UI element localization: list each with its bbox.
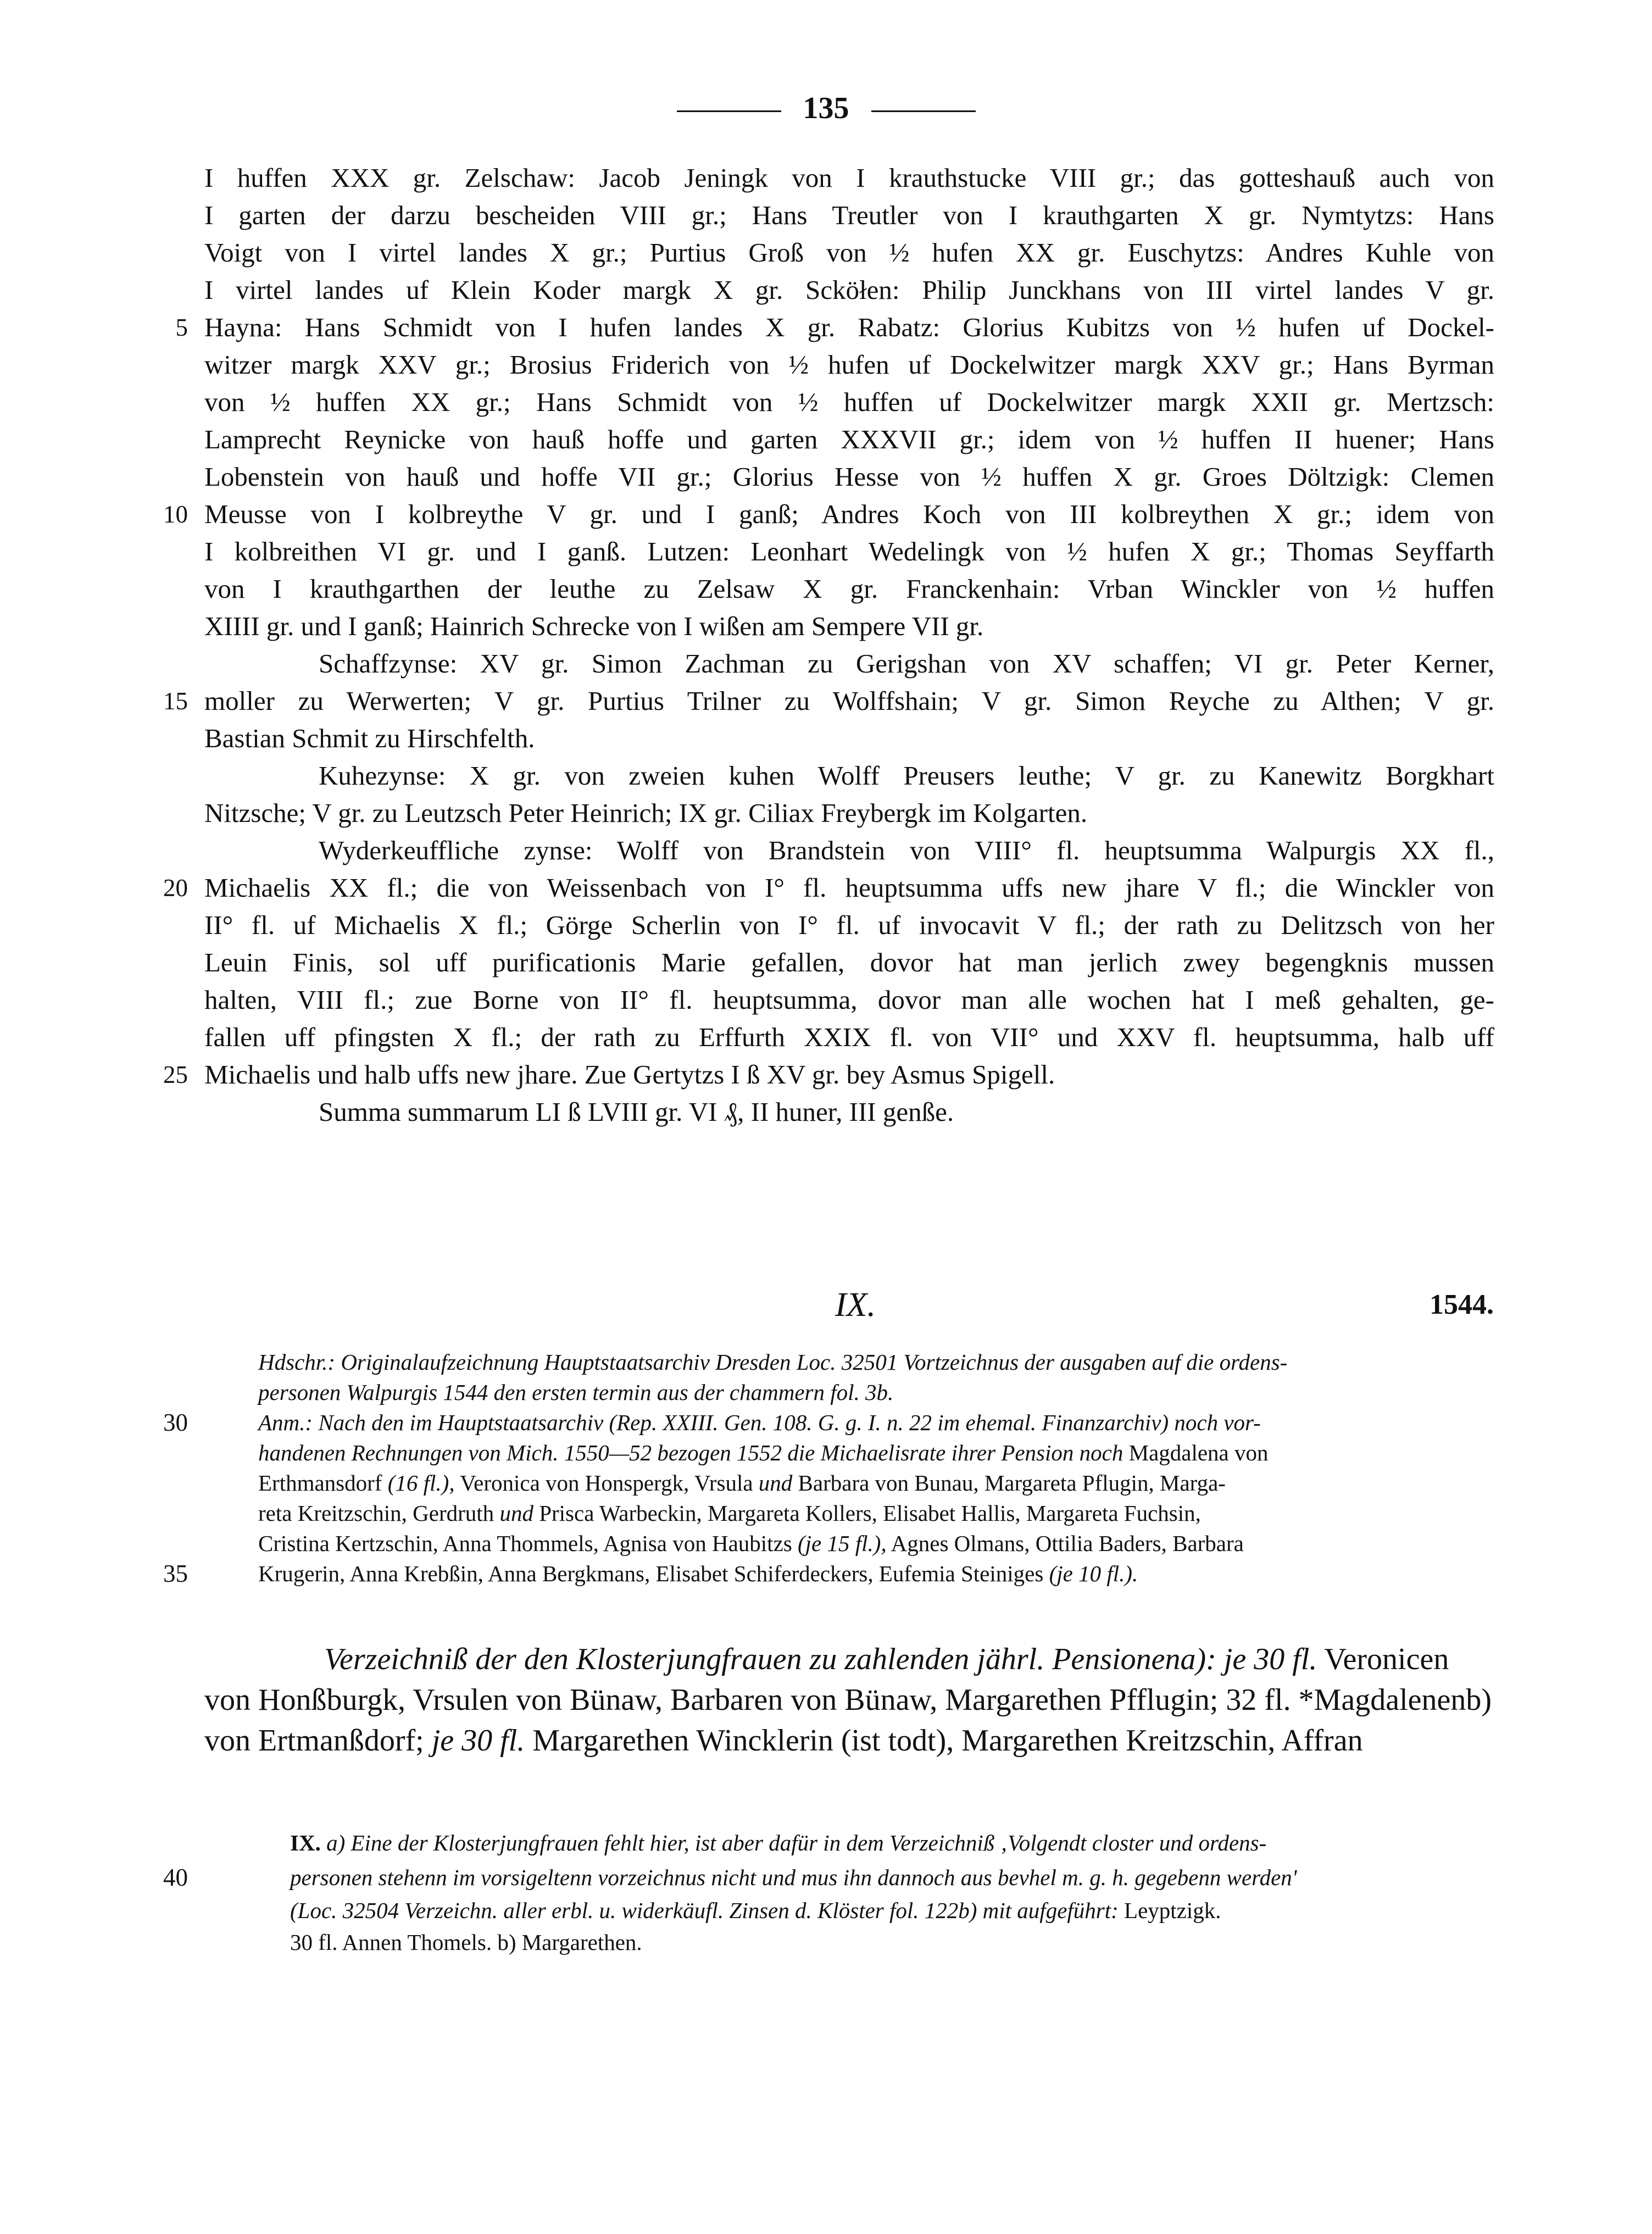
body-line: Lobenstein von hauß und hoffe VII gr.; Glorius Hesse von ½ huffen X gr. Groes Döltzigk: Clemen <box>204 462 1494 492</box>
annotation-line <box>258 1498 1494 1529</box>
anm-text-italic: (je 15 fl.), <box>797 1531 887 1556</box>
anm-label: Anm.: <box>258 1410 313 1435</box>
annotation-line <box>258 1529 1494 1559</box>
section-year: 1544. <box>1429 1289 1494 1320</box>
hdschr-text: Originalaufzeichnung Hauptstaatsarchiv Dresden Loc. 32501 Vortzeichnus der ausgaben auf die ordens- <box>341 1349 1288 1375</box>
anm-text: Veronica von Honspergk, Vrsula <box>460 1470 753 1496</box>
body-line: Michaelis und halb uffs new jhare. Zue Gertytzs I ß XV gr. bey Asmus Spigell. <box>204 1059 1055 1090</box>
body-line: fallen uff pfingsten X fl.; der rath zu Erffurth XXIX fl. von VII° und XXV fl. heuptsumma, halb uff <box>204 1022 1494 1052</box>
line-number: 10 <box>163 501 188 528</box>
footnote-line <box>290 1827 1494 1859</box>
body-line: Kuhezynse: X gr. von zweien kuhen Wolff Preusers leuthe; V gr. zu Kanewitz Borgkhart <box>319 760 1494 791</box>
anm-text: Agnes Olmans, Ottilia Baders, Barbara <box>891 1531 1244 1556</box>
footnote-text: (Loc. 32504 Verzeichn. aller erbl. u. widerkäufl. Zinsen d. Klöster fol. 122b) mit aufgeführt: <box>290 1898 1119 1923</box>
body-line: Voigt von I virtel landes X gr.; Purtius Groß von ½ hufen XX gr. Euschytzs: Andres Kuhle von <box>204 237 1494 268</box>
anm-text-italic: (16 fl.), <box>387 1470 455 1496</box>
pension-list-line: von Honßburgk, Vrsulen von Bünaw, Barbaren von Bünaw, Margarethen Pfflugin; 32 fl. *Magdalenenb) <box>204 1683 1492 1717</box>
line-number: 40 <box>163 1864 188 1891</box>
annotation-line <box>258 1468 1494 1498</box>
anm-text-italic: (je 10 fl.). <box>1049 1561 1138 1586</box>
footnote-text: a) Eine der Klosterjungfrauen fehlt hier, ist aber dafür in dem Verzeichniß ‚Volgendt closter und ordens- <box>326 1830 1267 1855</box>
footnote-text: Leyptzigk. <box>1124 1898 1221 1923</box>
body-line: moller zu Werwerten; V gr. Purtius Trilner zu Wolffshain; V gr. Simon Reyche zu Althen; V gr. <box>204 686 1494 716</box>
pension-list-line <box>204 1720 1494 1761</box>
pension-list-title: Verzeichniß der den Klosterjungfrauen zu zahlenden jährl. Pensionena): <box>324 1642 1216 1676</box>
pension-text: Margarethen Wincklerin (ist todt), Margarethen Kreitzschin, Affran <box>532 1724 1363 1758</box>
body-line: I kolbreithen VI gr. und I ganß. Lutzen: Leonhart Wedelingk von ½ hufen X gr.; Thomas Seyffarth <box>204 536 1494 566</box>
anm-text: Magdalena von <box>1128 1440 1269 1465</box>
source-note-line: personen Walpurgis 1544 den ersten termin aus der chammern fol. 3b. <box>258 1380 894 1405</box>
anm-text: Nach den im Hauptstaatsarchiv (Rep. XXIII. Gen. 108. G. g. I. n. 22 im ehemal. Finanzarchiv) noch vor- <box>318 1410 1261 1435</box>
footnote-line: 30 fl. Annen Thomels. b) Margarethen. <box>290 1930 642 1955</box>
anm-text: Barbara von Bunau, Margareta Pflugin, Marga- <box>798 1470 1226 1496</box>
anm-text: Prisca Warbeckin, Margareta Kollers, Elisabet Hallis, Margareta Fuchsin, <box>539 1501 1201 1526</box>
source-note-line <box>258 1347 1494 1377</box>
anm-text: Krugerin, Anna Krebßin, Anna Bergkmans, Elisabet Schiferdeckers, Eufemia Steiniges <box>258 1561 1044 1586</box>
annotation-line <box>258 1559 1494 1589</box>
page-number: 135 <box>803 91 849 125</box>
line-number: 5 <box>175 314 188 341</box>
body-line: witzer margk XXV gr.; Brosius Friderich von ½ hufen uf Dockelwitzer margk XXV gr.; Hans Byrman <box>204 349 1494 380</box>
header-rule-left <box>677 110 781 112</box>
header-rule-right <box>871 110 976 112</box>
anm-text: reta Kreitzschin, Gerdruth <box>258 1501 494 1526</box>
anm-text-italic: und <box>758 1470 793 1496</box>
body-line: I huffen XXX gr. Zelschaw: Jacob Jeningk von I krauthstucke VIII gr.; das gotteshauß auch von <box>204 163 1494 193</box>
body-line: Wyderkeuffliche zynse: Wolff von Brandstein von VIII° fl. heuptsumma Walpurgis XX fl., <box>319 835 1494 865</box>
footnote-line: personen stehenn im vorsigeltenn vorzeichnus nicht und mus ihn dannoch aus bevhel m. g. h. gegebenn werden' <box>290 1865 1297 1890</box>
annotation-line <box>258 1408 1494 1438</box>
body-line: I virtel landes uf Klein Koder margk X gr. Scköłen: Philip Junckhans von III virtel landes V gr. <box>204 275 1494 305</box>
body-line: Nitzsche; V gr. zu Leutzsch Peter Heinrich; IX gr. Ciliax Freybergk im Kolgarten. <box>204 798 1088 828</box>
body-line: Bastian Schmit zu Hirschfelth. <box>204 723 535 753</box>
body-line: I garten der darzu bescheiden VIII gr.; Hans Treutler von I krauthgarten X gr. Nymtytzs: Hans <box>204 200 1494 230</box>
anm-text: Erthmansdorf <box>258 1470 382 1496</box>
body-line: halten, VIII fl.; zue Borne von II° fl. heuptsumma, dovor man alle wochen hat I meß gehalten, ge- <box>204 985 1494 1015</box>
line-number: 35 <box>163 1560 188 1587</box>
body-line: Lamprecht Reynicke von hauß hoffe und garten XXXVII gr.; idem von ½ huffen II huener; Hans <box>204 424 1494 454</box>
body-line: Hayna: Hans Schmidt von I hufen landes X gr. Rabatz: Glorius Kubitzs von ½ hufen uf Dockel- <box>204 312 1494 342</box>
body-line: Leuin Finis, sol uff purificationis Marie gefallen, dovor hat man jerlich zwey begengknis mussen <box>204 947 1494 977</box>
annotation-line <box>258 1438 1494 1468</box>
anm-text: Cristina Kertzschin, Anna Thommels, Agnisa von Haubitzs <box>258 1531 792 1556</box>
hdschr-label: Hdschr.: <box>258 1349 336 1375</box>
pension-list-line <box>324 1639 1494 1680</box>
body-line: Michaelis XX fl.; die von Weissenbach von I° fl. heuptsumma uffs new jhare V fl.; die Winckler von <box>204 873 1494 903</box>
body-line: II° fl. uf Michaelis X fl.; Görge Scherlin von I° fl. uf invocavit V fl.; der rath zu Delitzsch von her <box>204 910 1494 940</box>
footnote-label: IX. <box>290 1830 321 1855</box>
pension-amount: je 30 fl. <box>1223 1642 1317 1676</box>
pension-text: von Ertmanßdorf; <box>204 1724 424 1758</box>
line-number: 20 <box>163 874 188 902</box>
body-line: von ½ huffen XX gr.; Hans Schmidt von ½ huffen uf Dockelwitzer margk XXII gr. Mertzsch: <box>204 387 1494 417</box>
body-line: Meusse von I kolbreythe V gr. und I ganß; Andres Koch von III kolbreythen X gr.; idem von <box>204 499 1494 529</box>
body-line: XIIII gr. und I ganß; Hainrich Schrecke von I wißen am Sempere VII gr. <box>204 611 984 641</box>
line-number: 15 <box>163 687 188 715</box>
body-line: von I krauthgarthen der leuthe zu Zelsaw X gr. Franckenhain: Vrban Winckler von ½ huffen <box>204 574 1494 604</box>
body-line: Summa summarum LI ß LVIII gr. VI ₰, II huner, III genße. <box>319 1097 954 1127</box>
page-header <box>0 91 1652 126</box>
body-line: Schaffzynse: XV gr. Simon Zachman zu Gerigshan von XV schaffen; VI gr. Peter Kerner, <box>319 648 1494 679</box>
anm-text-italic: handenen Rechnungen von Mich. 1550—52 bezogen 1552 die Michaelisrate ihrer Pension noch <box>258 1440 1123 1465</box>
section-number: IX. <box>835 1286 876 1324</box>
pension-text: Veronicen <box>1324 1642 1449 1676</box>
anm-text-italic: und <box>499 1501 533 1526</box>
pension-amount: je 30 fl. <box>431 1724 525 1758</box>
line-number: 30 <box>163 1409 188 1436</box>
footnote-line <box>290 1894 1494 1926</box>
line-number: 25 <box>163 1061 188 1088</box>
